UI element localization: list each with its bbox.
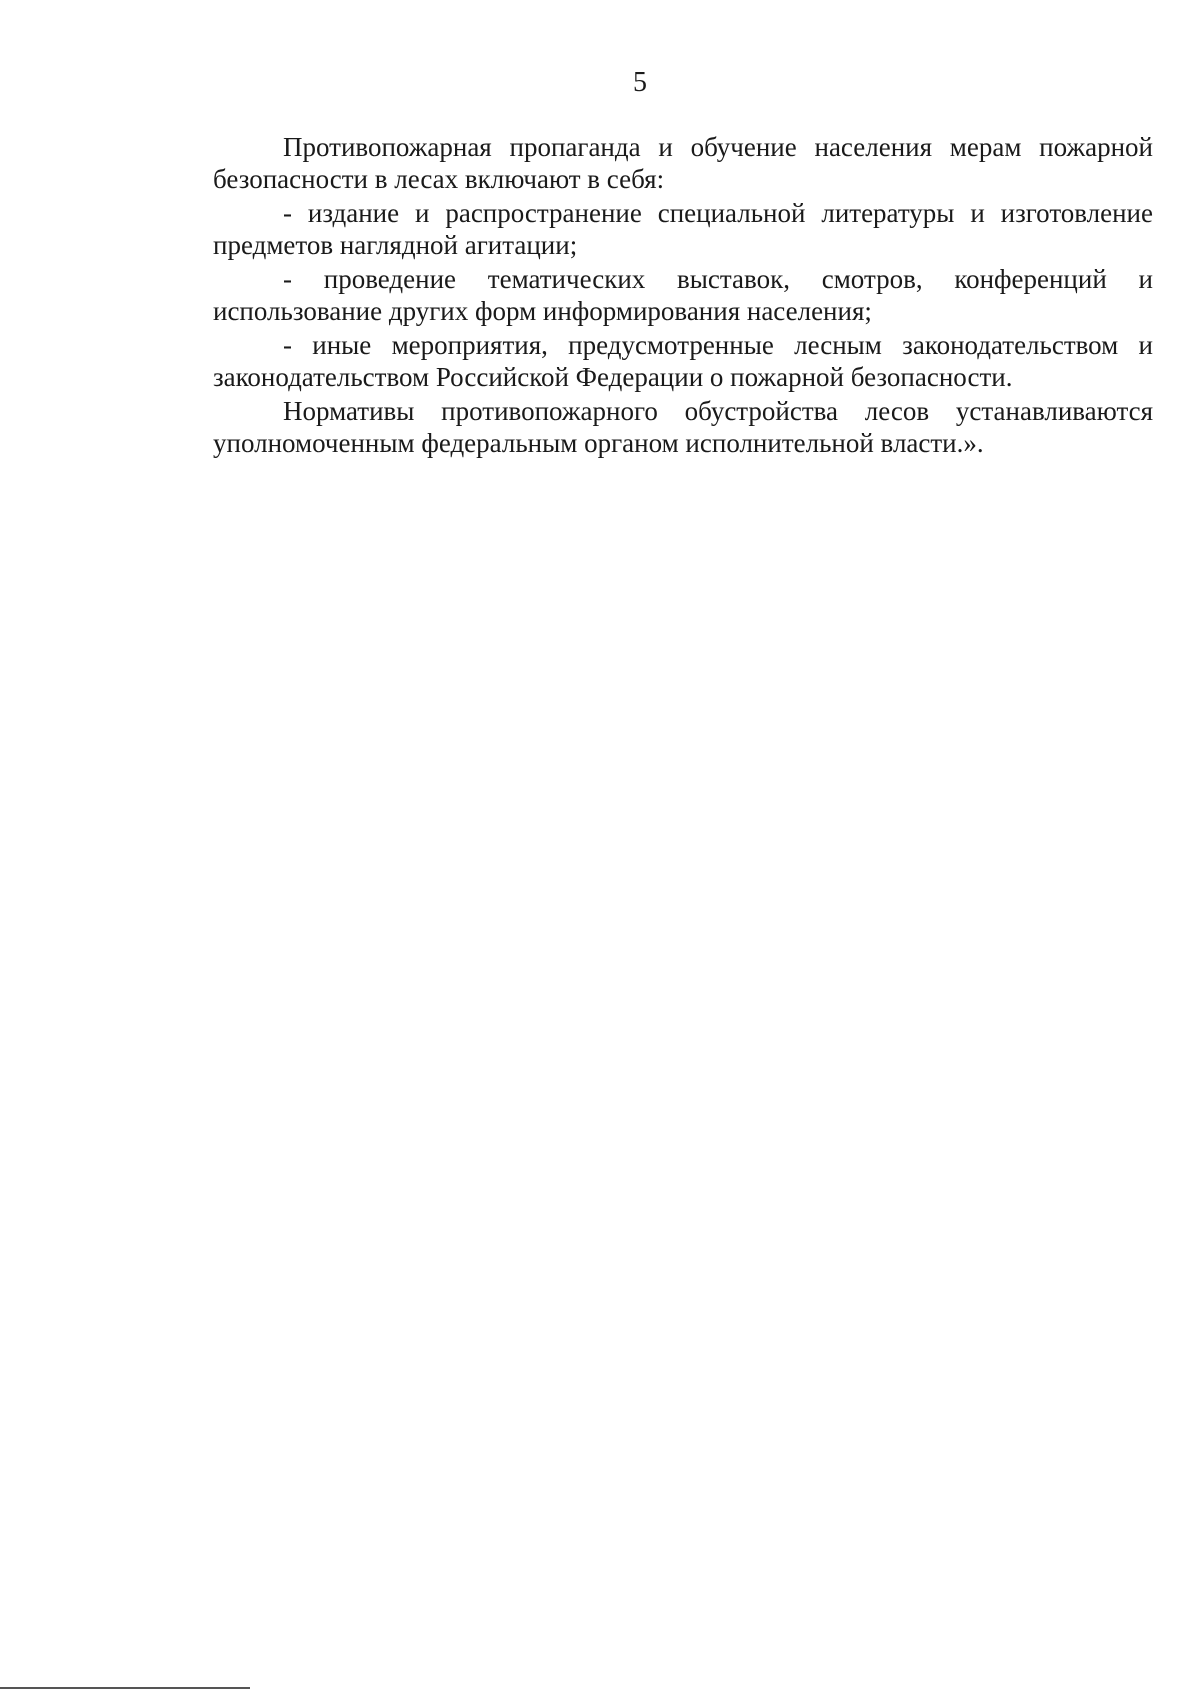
bottom-divider [0, 1687, 250, 1689]
document-body [213, 131, 1153, 459]
paragraph-normatives: Нормативы противопожарного обустройства лесов устанавливаются уполномоченным федеральным органом исполнительной власти.». [213, 396, 1153, 458]
list-item-other-measures: - иные мероприятия, предусмотренные лесным законодательством и законодательством Российской Федерации о пожарной безопасности. [213, 330, 1153, 392]
list-item-exhibitions: - проведение тематических выставок, смотров, конференций и использование других форм информирования населения; [213, 264, 1153, 326]
page-number: 5 [633, 67, 647, 98]
paragraph-intro: Противопожарная пропаганда и обучение населения мерам пожарной безопасности в лесах включают в себя: [213, 132, 1153, 194]
list-item-literature: - издание и распространение специальной литературы и изготовление предметов наглядной агитации; [213, 198, 1153, 260]
